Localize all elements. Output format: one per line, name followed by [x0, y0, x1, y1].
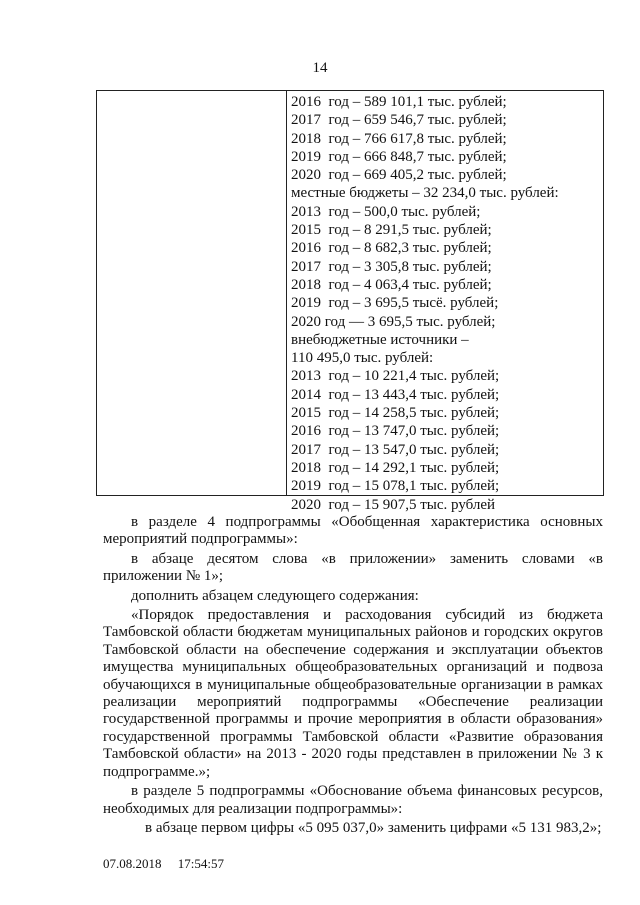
budget-line: 2020 год – 669 405,2 тыс. рублей; [291, 167, 507, 184]
budget-line: 2016 год – 8 682,3 тыс. рублей; [291, 240, 492, 257]
budget-line: 2019 год – 15 078,1 тыс. рублей; [291, 478, 500, 495]
body-text [103, 514, 603, 837]
footer-date: 07.08.2018 [103, 856, 162, 871]
budget-line: 2017 год – 13 547,0 тыс. рублей; [291, 441, 500, 458]
budget-line: внебюджетные источники – [291, 331, 469, 348]
budget-line: 2018 год – 4 063,4 тыс. рублей; [291, 276, 492, 293]
footer-time: 17:54:57 [177, 856, 224, 871]
budget-line: 2016 год – 13 747,0 тыс. рублей; [291, 423, 500, 440]
budget-line: 2015 год – 8 291,5 тыс. рублей; [291, 222, 492, 239]
footer-stamp [103, 856, 224, 872]
budget-line: 110 495,0 тыс. рублей: [291, 350, 434, 367]
paragraph-section-5: в разделе 5 подпрограммы «Обоснование объема финансовых ресурсов, необходимых для реализации подпрограммы»: [103, 783, 603, 817]
paragraph-section-4: в разделе 4 подпрограммы «Обобщенная характеристика основных мероприятий подпрограммы»: [103, 514, 603, 548]
budget-line: 2017 год – 3 305,8 тыс. рублей; [291, 258, 492, 275]
page-number: 14 [312, 60, 328, 76]
budget-line: 2019 год – 3 695,5 тысё. рублей; [291, 295, 499, 312]
budget-line: 2020 год — 3 695,5 тыс. рублей; [291, 313, 496, 330]
budget-line: 2017 год – 659 546,7 тыс. рублей; [291, 112, 507, 129]
budget-line: 2018 год – 766 617,8 тыс. рублей; [291, 130, 507, 147]
budget-line: 2014 год – 13 443,4 тыс. рублей; [291, 386, 500, 403]
paragraph-procedure-quote: «Порядок предоставления и расходования субсидий из бюджета Тамбовской области бюджетам муниципальных районов и городских округов Тамбовской области на обеспечение содержания и эксплуатации объектов имущества муниципальных общеобразовательных организаций и подвоза обучающихся в муниципальные общеобразовательные организации в рамках реализации мероприятий подпрограммы «Обеспечение реализации государственной программы и прочие мероприятия в области образования» государственной программы Тамбовской области «Развитие образования Тамбовской области» на 2013 - 2020 годы представлен в приложении № 3 к подпрограмме.»; [103, 607, 603, 780]
budget-line: местные бюджеты – 32 234,0 тыс. рублей: [291, 185, 559, 202]
paragraph-replace-words: в абзаце десятом слова «в приложении» заменить словами «в приложении № 1»; [103, 550, 603, 585]
budget-line: 2013 год – 10 221,4 тыс. рублей; [291, 368, 500, 385]
budget-lines [291, 93, 599, 514]
budget-line: 2013 год – 500,0 тыс. рублей; [291, 203, 481, 220]
budget-line: 2020 год – 15 907,5 тыс. рублей [291, 496, 496, 513]
budget-line: 2015 год – 14 258,5 тыс. рублей; [291, 405, 500, 422]
table-column-divider [286, 91, 287, 495]
paragraph-replace-figures: в абзаце первом цифры «5 095 037,0» заменить цифрами «5 131 983,2»; [145, 819, 602, 836]
budget-table [96, 90, 604, 513]
budget-line: 2018 год – 14 292,1 тыс. рублей; [291, 459, 500, 476]
budget-line: 2019 год – 666 848,7 тыс. рублей; [291, 148, 507, 165]
paragraph-add-abzac: дополнить абзацем следующего содержания: [131, 587, 419, 604]
budget-line: 2016 год – 589 101,1 тыс. рублей; [291, 94, 507, 110]
